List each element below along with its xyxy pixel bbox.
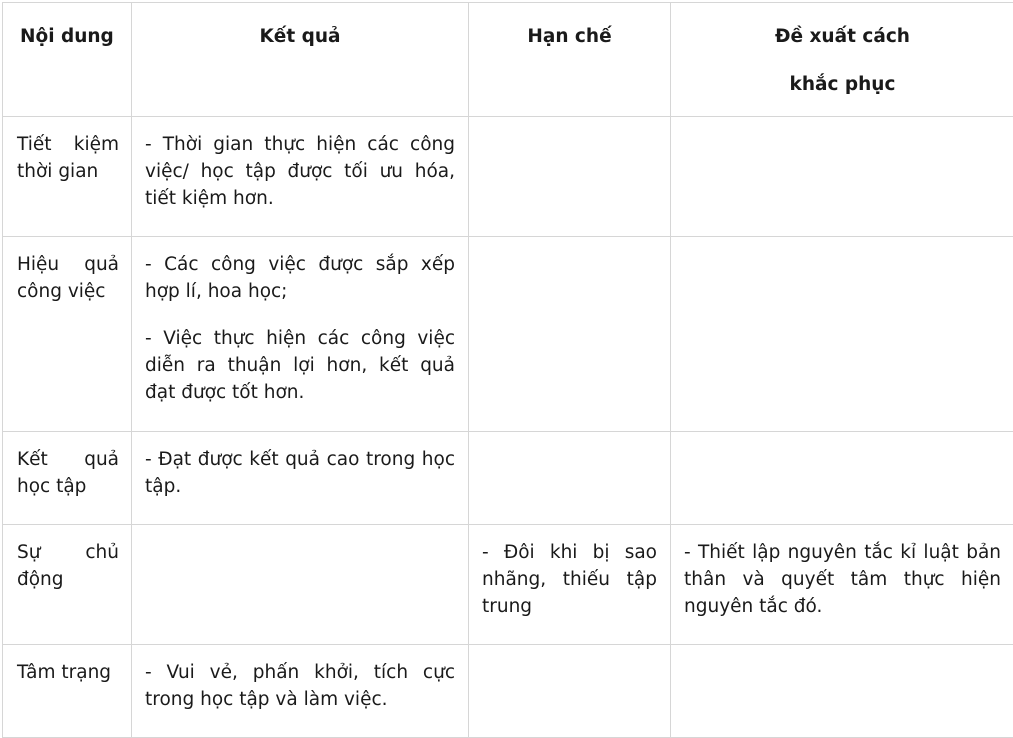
table-row: [3, 645, 1013, 738]
header-fix-line1: Đề xuất cách: [775, 26, 910, 47]
header-content: Nội dung: [3, 3, 132, 117]
cell-content: Hiệu quả công việc: [3, 237, 132, 432]
cell-fix: [671, 117, 1013, 237]
cell-result-text: - Đạt được kết quả cao trong học tập.: [145, 449, 455, 497]
cell-limitation: [469, 237, 671, 432]
cell-content: Tâm trạng: [3, 645, 132, 738]
cell-limitation: - Đôi khi bị sao nhãng, thiếu tập trung: [469, 525, 671, 645]
evaluation-table: [2, 2, 1013, 738]
table-row: [3, 117, 1013, 237]
table-header-row: [3, 3, 1013, 117]
cell-result-text-2: - Việc thực hiện các công việc diễn ra thuận lợi hơn, kết quả đạt được tốt hơn.: [145, 328, 455, 403]
cell-fix: [671, 645, 1013, 738]
cell-limitation: [469, 117, 671, 237]
cell-result: [132, 645, 469, 738]
cell-result: [132, 525, 469, 645]
cell-fix: [671, 432, 1013, 525]
cell-result-text: - Vui vẻ, phấn khởi, tích cực trong học tập và làm việc.: [145, 662, 455, 710]
table-row: [3, 432, 1013, 525]
cell-fix: - Thiết lập nguyên tắc kỉ luật bản thân và quyết tâm thực hiện nguyên tắc đó.: [671, 525, 1013, 645]
table-row: [3, 525, 1013, 645]
table-row: [3, 237, 1013, 432]
cell-content: Kết quả học tập: [3, 432, 132, 525]
header-fix: [671, 3, 1013, 117]
cell-result: [132, 117, 469, 237]
cell-result: [132, 432, 469, 525]
cell-limitation: [469, 645, 671, 738]
cell-fix: [671, 237, 1013, 432]
cell-content: Sự chủ động: [3, 525, 132, 645]
cell-content: Tiết kiệm thời gian: [3, 117, 132, 237]
cell-result-text: - Thời gian thực hiện các công việc/ học tập được tối ưu hóa, tiết kiệm hơn.: [145, 134, 455, 209]
cell-limitation: [469, 432, 671, 525]
header-limitation: Hạn chế: [469, 3, 671, 117]
header-result: Kết quả: [132, 3, 469, 117]
cell-result: [132, 237, 469, 432]
header-fix-line2: khắc phục: [789, 74, 896, 95]
cell-result-text: - Các công việc được sắp xếp hợp lí, hoa học;: [145, 254, 455, 302]
